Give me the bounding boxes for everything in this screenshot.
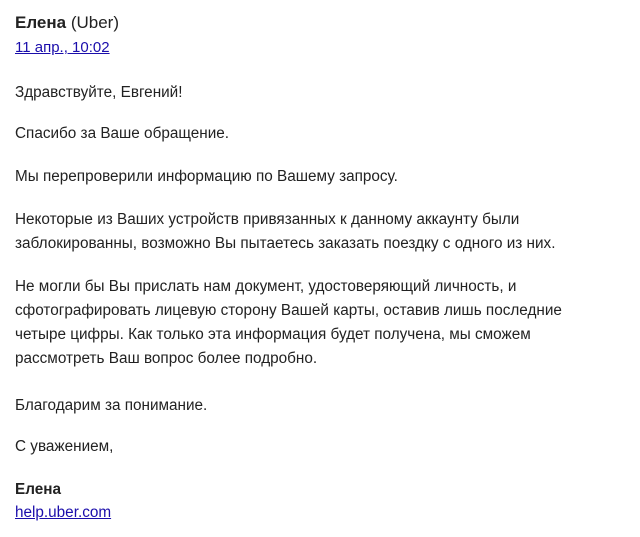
appreciation-paragraph: Благодарим за понимание. <box>15 397 208 414</box>
signature-help-link[interactable]: help.uber.com <box>15 504 112 521</box>
sender-name: Елена <box>15 13 67 32</box>
greeting-paragraph: Здравствуйте, Евгений! <box>15 84 183 101</box>
request-line-3: четыре цифры. Как только эта информация будет получена, мы сможем <box>15 326 531 343</box>
blocked-line-1: Некоторые из Ваших устройств привязанных к данному аккаунту были <box>15 211 520 228</box>
blocked-devices-paragraph <box>15 208 635 256</box>
document-request-paragraph <box>15 275 635 371</box>
sender-org: (Uber) <box>70 13 119 32</box>
checked-paragraph: Мы перепроверили информацию по Вашему запросу. <box>15 168 398 185</box>
thanks-paragraph: Спасибо за Ваше обращение. <box>15 125 230 142</box>
signature-name: Елена <box>15 481 61 498</box>
request-line-1: Не могли бы Вы прислать нам документ, удостоверяющий личность, и <box>15 278 517 295</box>
email-message <box>15 11 635 521</box>
regards-paragraph: С уважением, <box>15 438 114 455</box>
message-date-link[interactable]: 11 апр., 10:02 <box>15 39 110 56</box>
blocked-line-2: заблокированны, возможно Вы пытаетесь заказать поездку с одного из них. <box>15 235 556 252</box>
sender-line <box>15 11 635 35</box>
request-line-2: сфотографировать лицевую сторону Вашей карты, оставив лишь последние <box>15 302 562 319</box>
request-line-4: рассмотреть Ваш вопрос более подробно. <box>15 350 318 367</box>
